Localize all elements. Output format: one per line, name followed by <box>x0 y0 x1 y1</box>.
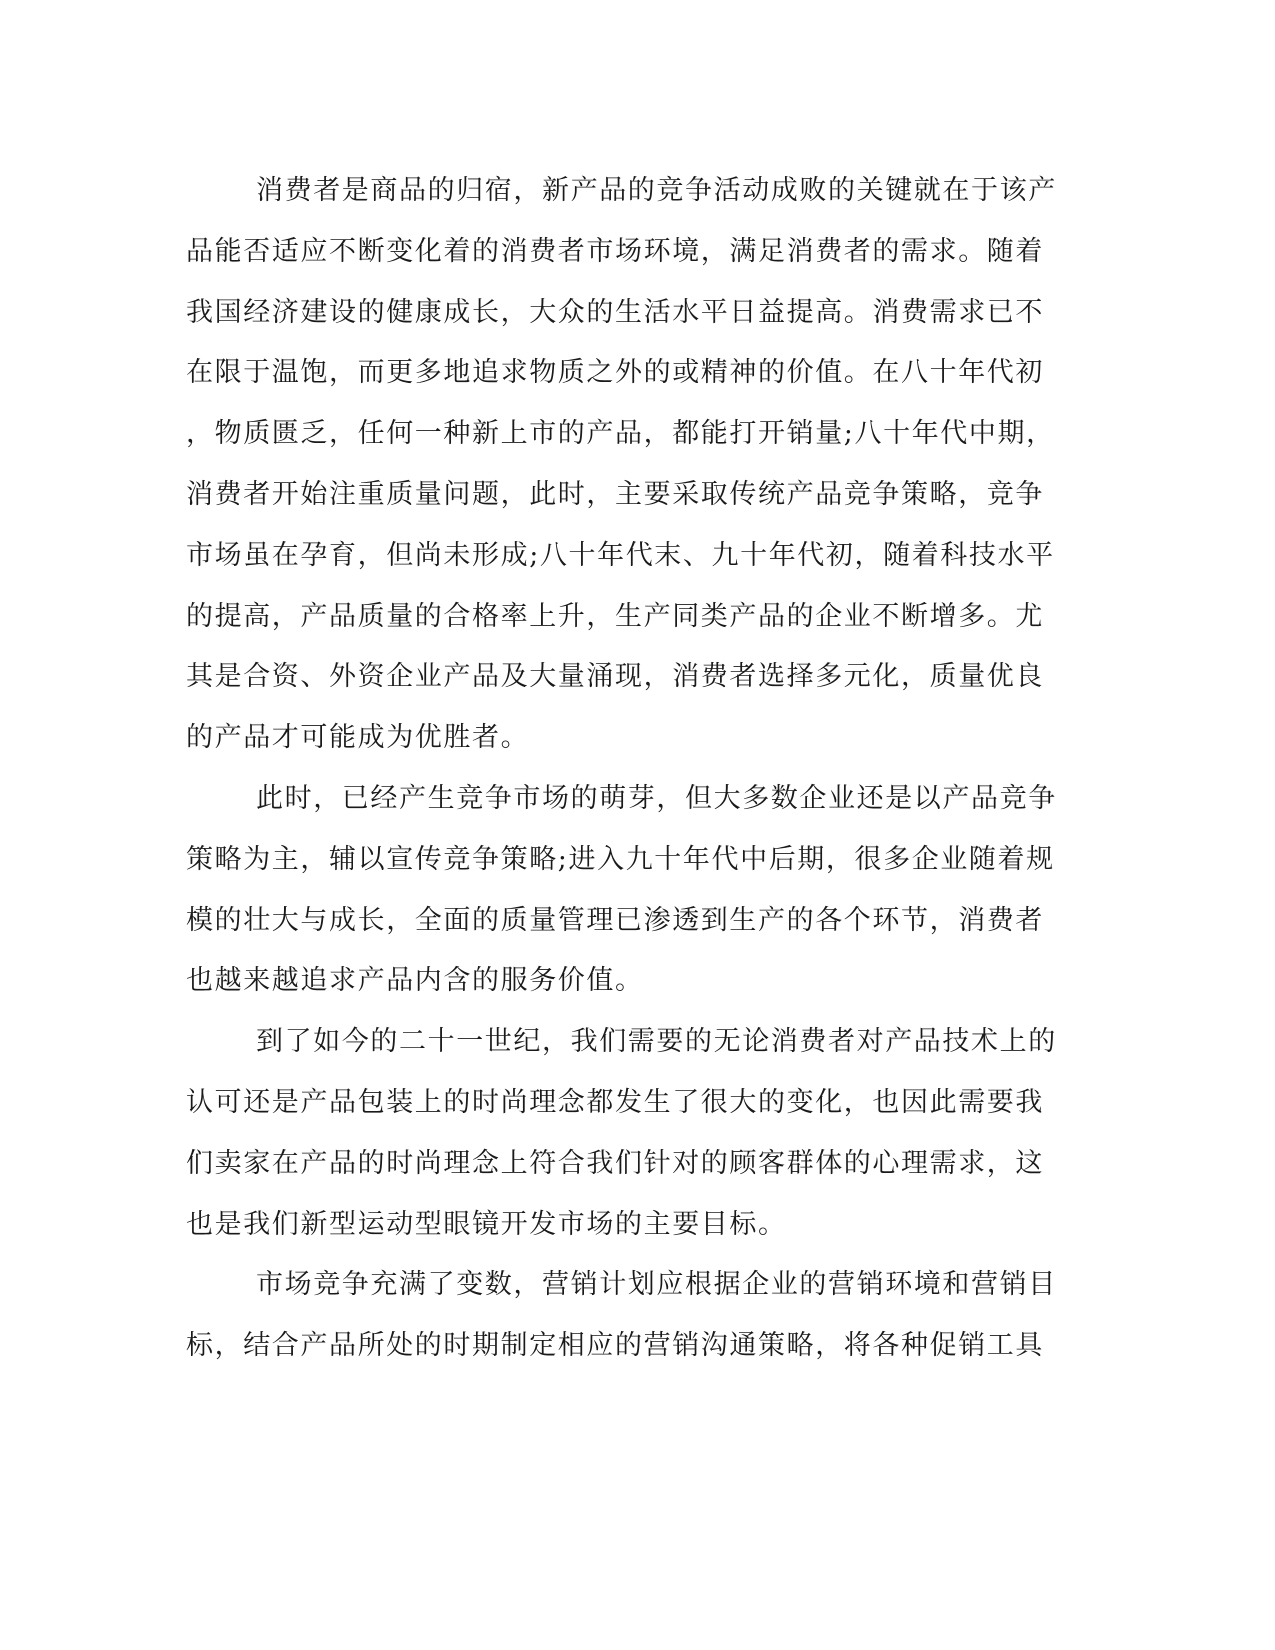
text-line: 消费者开始注重质量问题，此时，主要采取传统产品竞争策略，竞争 <box>186 478 1044 510</box>
text-line: 也是我们新型运动型眼镜开发市场的主要目标。 <box>186 1208 787 1240</box>
text-line: 在限于温饱，而更多地追求物质之外的或精神的价值。在八十年代初 <box>186 357 1044 389</box>
document-body <box>186 161 1066 1377</box>
text-line: 我国经济建设的健康成长，大众的生活水平日益提高。消费需求已不 <box>186 296 1044 328</box>
paragraph-4 <box>186 1255 1066 1377</box>
text-line: 市场竞争充满了变数，营销计划应根据企业的营销环境和营销目 <box>256 1269 1057 1301</box>
text-line: 策略为主，辅以宣传竞争策略;进入九十年代中后期，很多企业随着规 <box>186 843 1055 875</box>
paragraph-3 <box>186 1012 1066 1255</box>
text-line: 市场虽在孕育，但尚未形成;八十年代末、九十年代初，随着科技水平 <box>186 539 1055 571</box>
text-line: ，物质匮乏，任何一种新上市的产品，都能打开销量;八十年代中期， <box>186 418 1055 450</box>
text-line: 的提高，产品质量的合格率上升，生产同类产品的企业不断增多。尤 <box>186 600 1044 632</box>
text-line: 模的壮大与成长，全面的质量管理已渗透到生产的各个环节，消费者 <box>186 904 1044 936</box>
paragraph-2 <box>186 769 1066 1012</box>
text-line: 标，结合产品所处的时期制定相应的营销沟通策略，将各种促销工具 <box>186 1330 1044 1362</box>
text-line: 消费者是商品的归宿，新产品的竞争活动成败的关键就在于该产 <box>256 175 1057 206</box>
text-line: 认可还是产品包装上的时尚理念都发生了很大的变化，也因此需要我 <box>186 1086 1044 1118</box>
text-line: 品能否适应不断变化着的消费者市场环境，满足消费者的需求。随着 <box>186 235 1044 267</box>
text-line: 们卖家在产品的时尚理念上符合我们针对的顾客群体的心理需求，这 <box>186 1147 1044 1179</box>
paragraph-1 <box>186 161 1066 769</box>
text-line: 此时，已经产生竞争市场的萌芽，但大多数企业还是以产品竞争 <box>256 782 1057 814</box>
text-line: 也越来越追求产品内含的服务价值。 <box>186 965 644 997</box>
text-line: 其是合资、外资企业产品及大量涌现，消费者选择多元化，质量优良 <box>186 661 1044 693</box>
text-line: 的产品才可能成为优胜者。 <box>186 722 530 754</box>
text-line: 到了如今的二十一世纪，我们需要的无论消费者对产品技术上的 <box>256 1026 1057 1058</box>
